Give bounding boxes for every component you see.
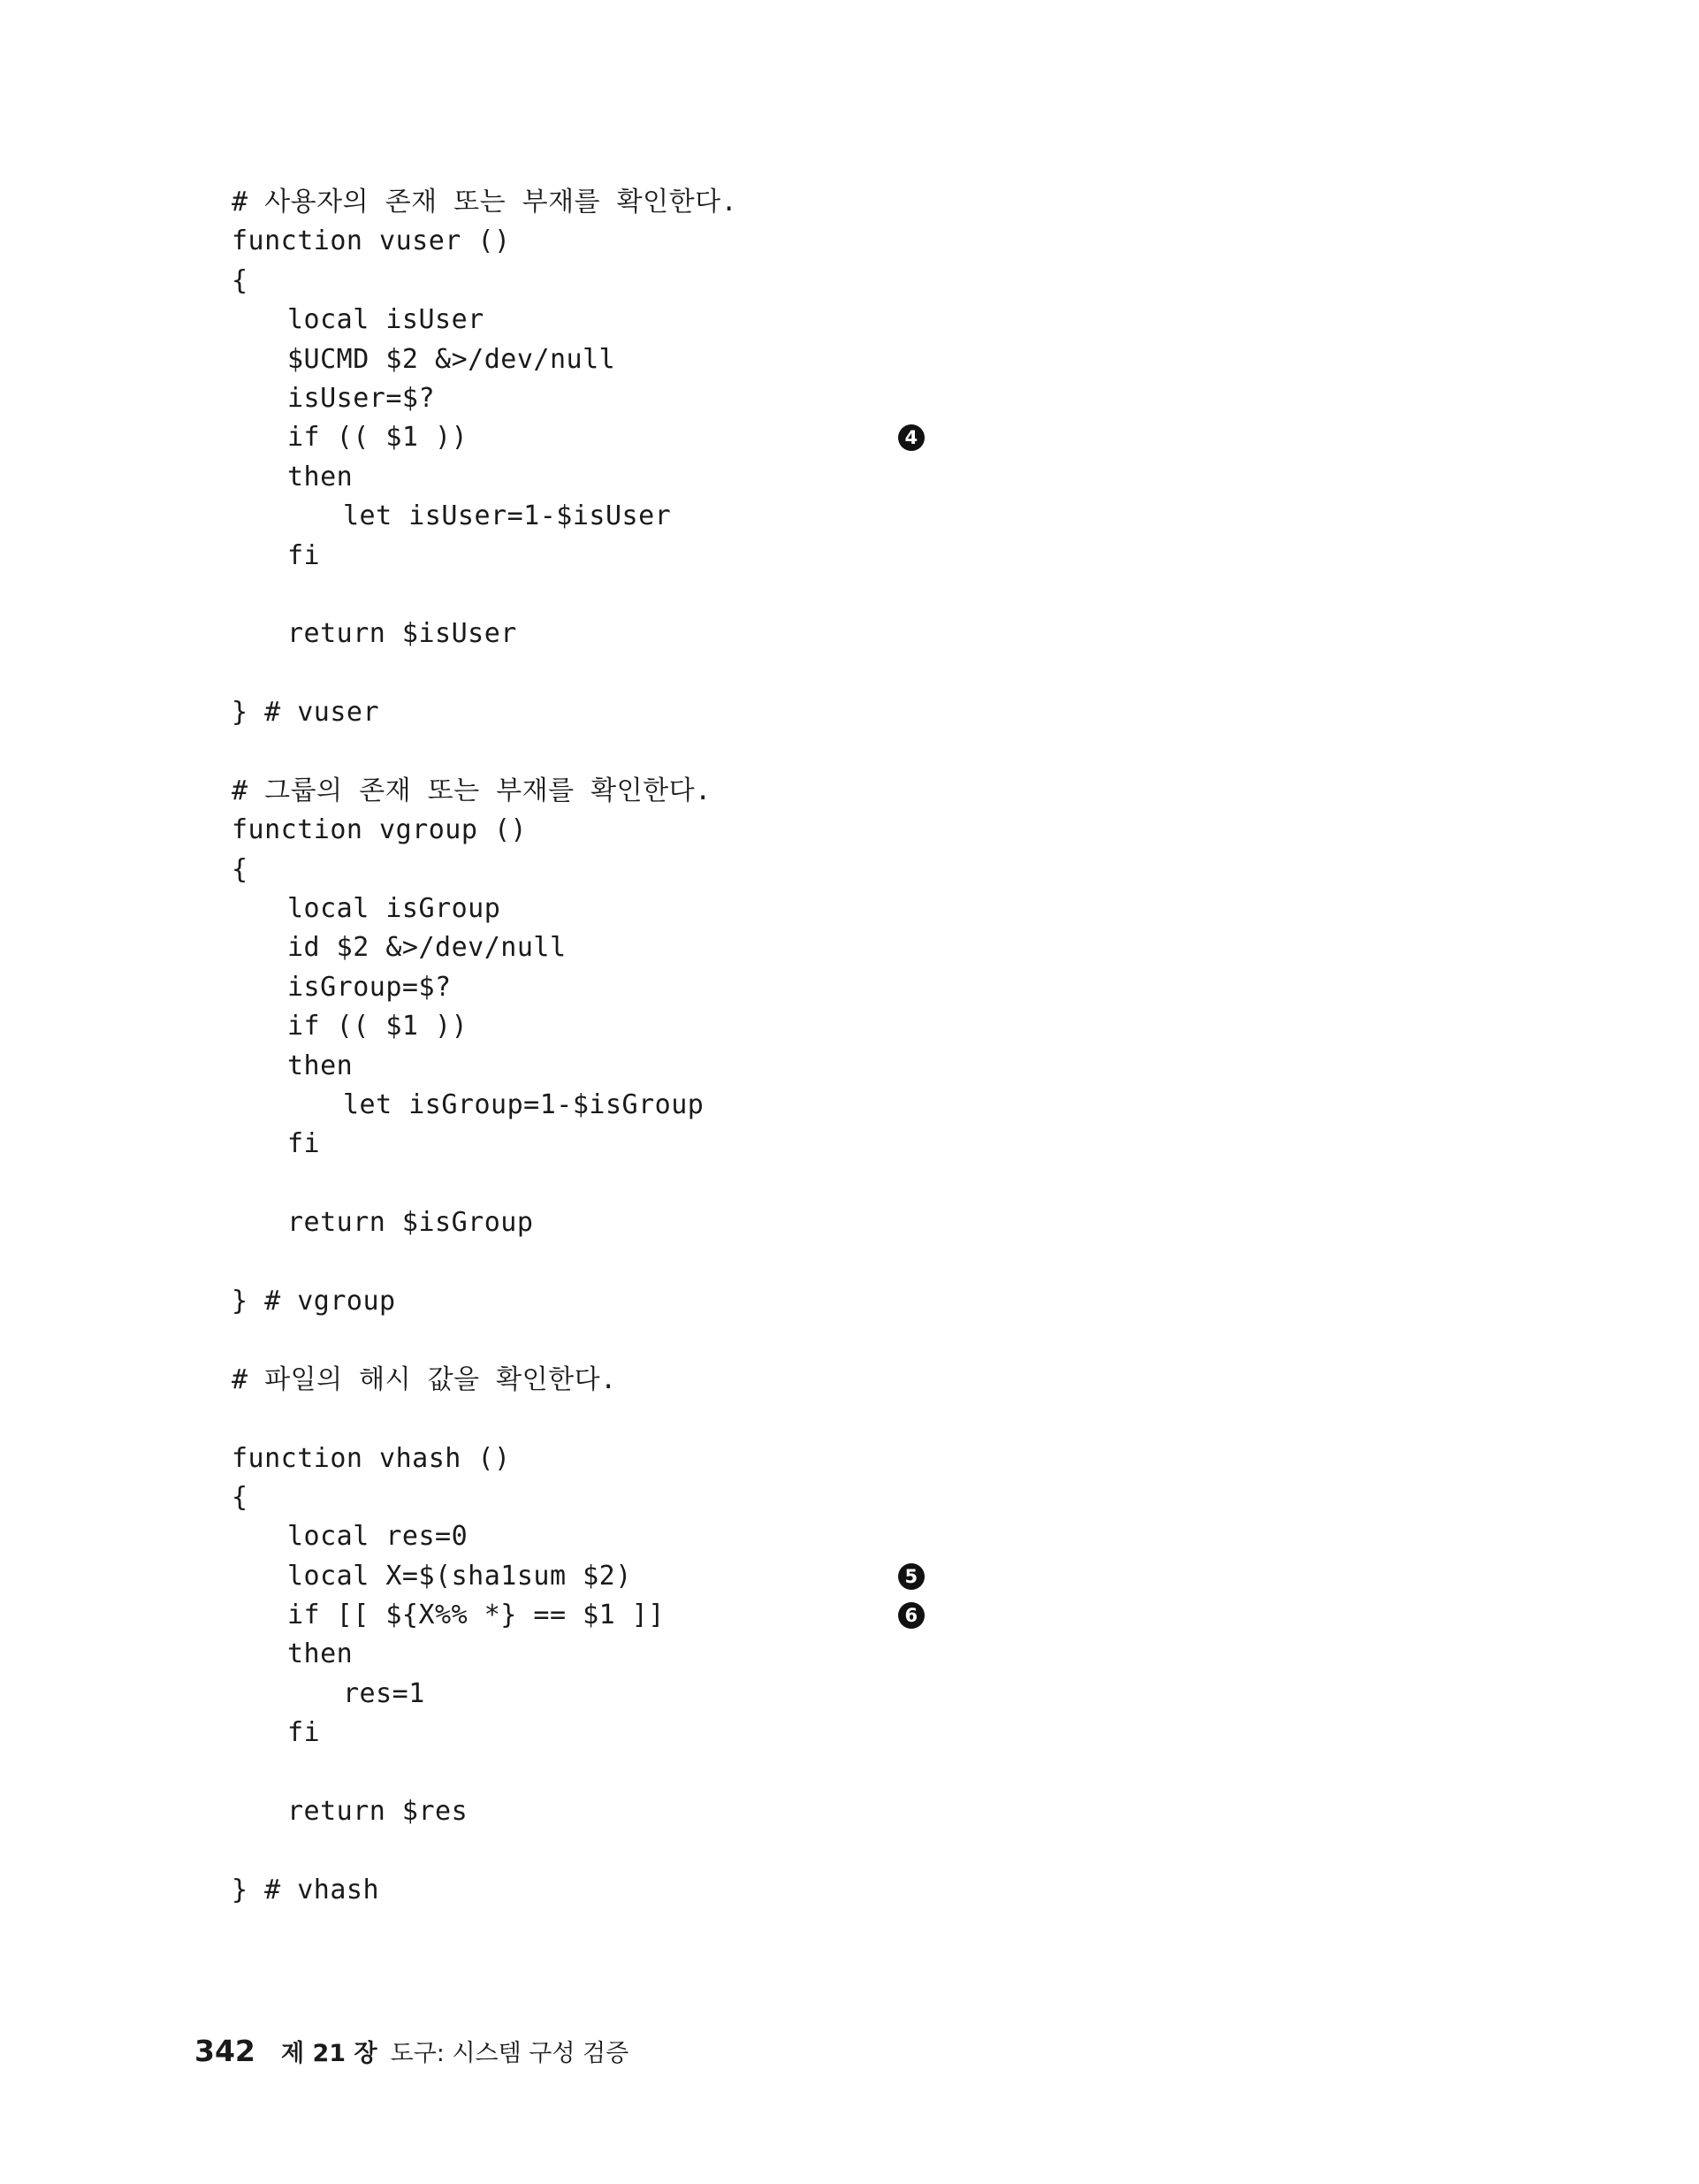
code-text: then	[287, 461, 354, 493]
code-line	[232, 1792, 1292, 1831]
code-line	[232, 1871, 1292, 1910]
code-text: function vuser ()	[232, 225, 511, 257]
code-text: fi	[287, 1717, 321, 1749]
code-text: local isUser	[287, 304, 484, 336]
code-text: {	[232, 1481, 248, 1513]
code-text: local X=$(sha1sum $2)	[287, 1560, 632, 1592]
code-text: fi	[287, 539, 321, 571]
code-line	[232, 890, 1292, 928]
code-line	[232, 1047, 1292, 1086]
code-text: function vhash ()	[232, 1442, 511, 1474]
code-line	[232, 615, 1292, 653]
code-text: then	[287, 1638, 354, 1670]
code-line	[232, 183, 1292, 222]
code-line	[232, 811, 1292, 850]
code-text: {	[232, 853, 248, 885]
code-line	[232, 1675, 1292, 1714]
code-line	[232, 1714, 1292, 1753]
code-line	[232, 693, 1292, 732]
page-number: 342	[194, 2034, 255, 2068]
code-text: id $2 &>/dev/null	[287, 932, 567, 964]
code-line	[232, 379, 1292, 418]
code-text: } # vgroup	[232, 1285, 396, 1317]
code-text: $UCMD $2 &>/dev/null	[287, 343, 616, 375]
blank-line	[232, 1400, 1292, 1439]
code-text: let isGroup=1-$isGroup	[343, 1088, 705, 1120]
callout-marker: 4	[898, 424, 925, 451]
code-text: local isGroup	[287, 893, 501, 925]
code-line	[232, 1125, 1292, 1164]
code-text: fi	[287, 1128, 321, 1160]
code-text: return $isUser	[287, 618, 517, 650]
code-text: local res=0	[287, 1521, 469, 1553]
code-text: let isUser=1-$isUser	[343, 500, 672, 532]
code-line	[232, 851, 1292, 890]
code-line	[232, 418, 1292, 457]
code-text: function vgroup ()	[232, 814, 528, 846]
code-text: {	[232, 264, 248, 296]
code-line	[232, 262, 1292, 301]
code-line	[232, 301, 1292, 340]
code-text: if [[ ${X%% *} == $1 ]]	[287, 1600, 665, 1631]
code-text: # 파일의 해시 값을 확인한다.	[232, 1363, 617, 1395]
code-line	[232, 222, 1292, 261]
code-text: # 그룹의 존재 또는 부재를 확인한다.	[232, 775, 712, 806]
page-footer	[194, 2034, 629, 2068]
chapter-label: 제 21 장	[280, 2040, 377, 2067]
blank-line	[232, 1831, 1292, 1870]
code-line	[232, 1635, 1292, 1674]
code-listing	[232, 183, 1292, 1910]
code-text: if (( $1 ))	[287, 422, 469, 454]
blank-line	[232, 732, 1292, 771]
code-text: return $res	[287, 1796, 469, 1828]
code-text: } # vuser	[232, 697, 380, 729]
code-line	[232, 1557, 1292, 1596]
code-line	[232, 1478, 1292, 1517]
code-text: if (( $1 ))	[287, 1011, 469, 1042]
code-line	[232, 928, 1292, 967]
code-line	[232, 458, 1292, 497]
blank-line	[232, 576, 1292, 615]
callout-marker: 6	[898, 1602, 925, 1629]
code-line	[232, 340, 1292, 379]
code-text: then	[287, 1050, 354, 1081]
code-line	[232, 537, 1292, 576]
code-text: # 사용자의 존재 또는 부재를 확인한다.	[232, 187, 738, 218]
blank-line	[232, 1243, 1292, 1282]
code-line	[232, 1361, 1292, 1400]
blank-line	[232, 1165, 1292, 1203]
code-text: isUser=$?	[287, 382, 436, 414]
code-line	[232, 1007, 1292, 1046]
chapter-title: 도구: 시스템 구성 검증	[390, 2040, 629, 2067]
code-line	[232, 1439, 1292, 1478]
code-line	[232, 772, 1292, 811]
code-line	[232, 1203, 1292, 1242]
code-text: } # vhash	[232, 1874, 380, 1905]
code-text: isGroup=$?	[287, 971, 452, 1003]
code-text: res=1	[343, 1677, 425, 1709]
code-line	[232, 1517, 1292, 1556]
code-line	[232, 1282, 1292, 1321]
callout-marker: 5	[898, 1563, 925, 1590]
blank-line	[232, 1753, 1292, 1792]
code-line	[232, 968, 1292, 1007]
code-line	[232, 1086, 1292, 1125]
blank-line	[232, 1321, 1292, 1360]
code-text: return $isGroup	[287, 1207, 534, 1239]
code-line	[232, 497, 1292, 536]
blank-line	[232, 654, 1292, 693]
code-line	[232, 1596, 1292, 1635]
